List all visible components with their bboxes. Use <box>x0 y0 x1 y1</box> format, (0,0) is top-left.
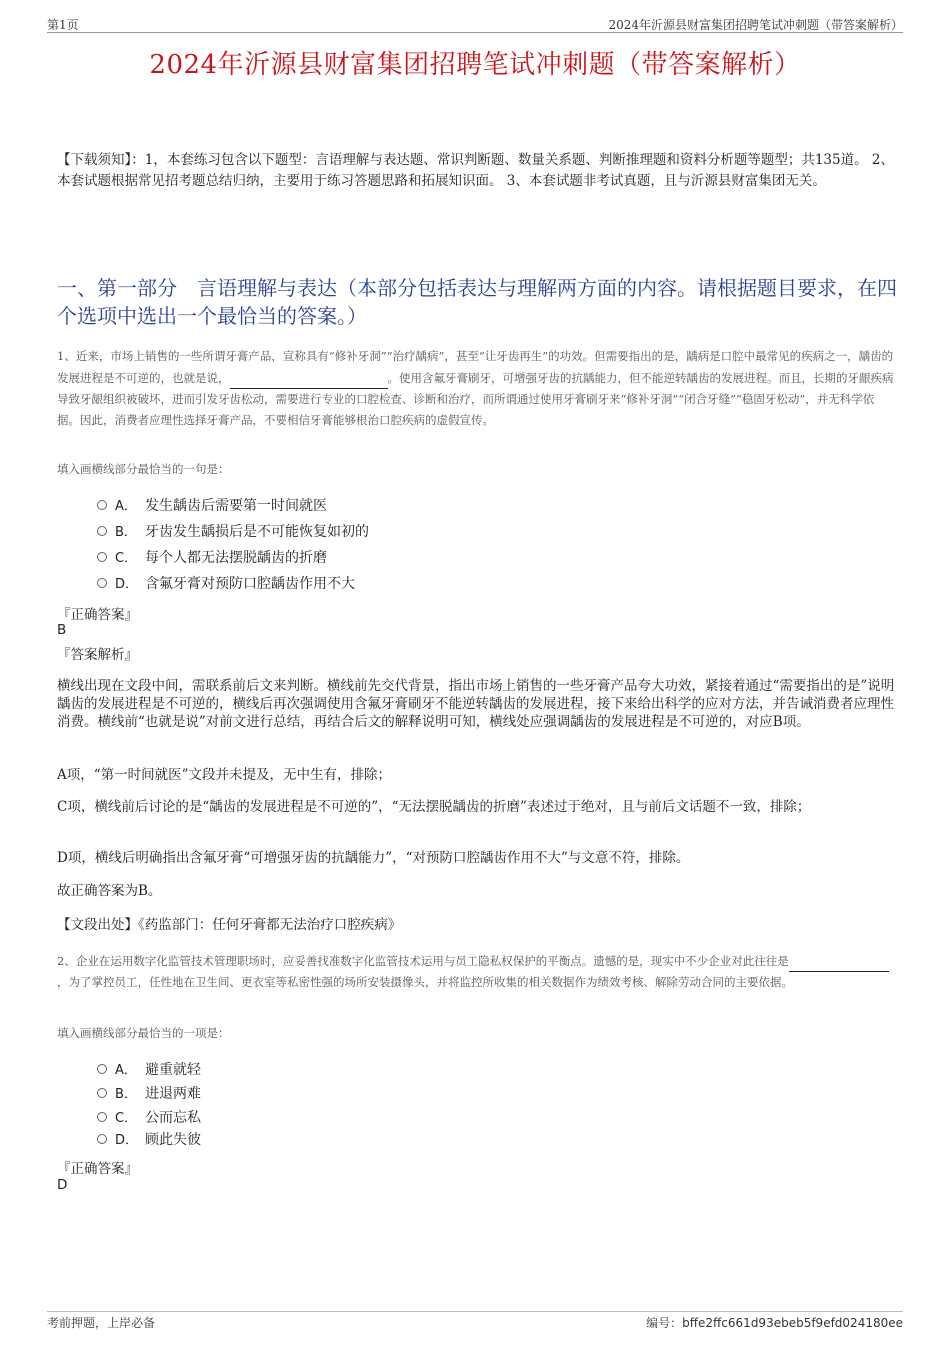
radio-icon[interactable] <box>97 1064 107 1074</box>
source-citation: 【文段出处】《药监部门：任何牙膏都无法治疗口腔疾病》 <box>57 917 402 933</box>
option-c[interactable]: C． 公而忘私 <box>97 1108 201 1130</box>
download-notice: 【下载须知】：1，本套练习包含以下题型：言语理解与表达题、常识判断题、数量关系题、判断推理题和资料分析题等题型；共135道。 2、本套试题根据常见招考题总结归纳，主要用于练习答题思路和拓展知识面。 3、本套试题非考试真题，且与沂源县财富集团无关。 <box>57 152 894 189</box>
correct-answer: B <box>57 622 67 638</box>
radio-icon[interactable] <box>97 500 107 510</box>
question-2-options <box>97 1060 201 1152</box>
header-doc-title: 2024年沂源县财富集团招聘笔试冲刺题（带答案解析） <box>608 18 903 32</box>
option-b[interactable]: B． 牙齿发生龋损后是不可能恢复如初的 <box>97 522 369 548</box>
radio-icon[interactable] <box>97 1112 107 1122</box>
radio-icon[interactable] <box>97 526 107 536</box>
question-1-text: 1、近来，市场上销售的一些所谓牙膏产品，宣称具有“修补牙洞”“治疗龋病”，甚至“让牙齿再生”的功效。但需要指出的是，龋病是口腔中最常见的疾病之一，龋齿的发展进程是不可逆的，也就是说， 。使用含氟牙膏刷牙，可增强牙齿的抗龋能力，但不能逆转龋齿的发展进程。而且，长期的牙龈疾病导致牙龈组织被破坏，进而引发牙齿松动，需要进行专业的口腔检查、诊断和治疗，而所谓通过使用牙膏刷牙来“修补牙洞”“闭合牙缝”“稳固牙松动”，并无科学依据。因此，消费者应理性选择牙膏产品，不要相信牙膏能够根治口腔疾病的虚假宣传。 <box>57 349 894 427</box>
analysis-paragraph: C项，横线前后讨论的是“龋齿的发展进程是不可逆的”，“无法摆脱龋齿的折磨”表述过于绝对，且与前后文话题不一致，排除； <box>57 799 811 815</box>
section-title: 一、第一部分 言语理解与表达（本部分包括表达与理解两方面的内容。请根据题目要求，在四个选项中选出一个最恰当的答案。） <box>57 276 897 328</box>
analysis-paragraph: A项，“第一时间就医”文段并未提及，无中生有，排除； <box>57 767 392 783</box>
question-1-options <box>97 496 369 600</box>
option-c[interactable]: C． 每个人都无法摆脱龋齿的折磨 <box>97 548 369 574</box>
option-b[interactable]: B． 进退两难 <box>97 1084 201 1108</box>
footer-slogan: 考前押题，上岸必备 <box>47 1316 156 1330</box>
option-d[interactable]: D． 含氟牙膏对预防口腔龋齿作用不大 <box>97 574 369 600</box>
option-a[interactable]: A． 发生龋齿后需要第一时间就医 <box>97 496 369 522</box>
page-footer <box>47 1311 903 1330</box>
page-header <box>47 14 903 33</box>
document-code: 编号：bffe2ffc661d93ebeb5f9efd024180ee <box>646 1316 903 1330</box>
radio-icon[interactable] <box>97 1134 107 1144</box>
option-d[interactable]: D． 顾此失彼 <box>97 1130 201 1152</box>
radio-icon[interactable] <box>97 578 107 588</box>
analysis-label: 『答案解析』 <box>57 647 138 663</box>
analysis-paragraph: 故正确答案为B。 <box>57 883 162 899</box>
question-1-prompt: 填入画横线部分最恰当的一句是： <box>57 462 230 476</box>
answer-label: 『正确答案』 <box>57 1161 138 1177</box>
question-2-text: 2、企业在运用数字化监管技术管理职场时，应妥善找准数字化监管技术运用与员工隐私权保护的平衡点。遗憾的是，现实中不少企业对此往往是 ，为了掌控员工，任性地在卫生间、更衣室等私密性强的场所安装摄像头，并将监控所收集的相关数据作为绩效考核、解除劳动合同的主要依据。 <box>57 950 897 993</box>
analysis-paragraph: D项，横线后明确指出含氟牙膏“可增强牙齿的抗龋能力”，“对预防口腔龋齿作用不大”与文意不符，排除。 <box>57 850 690 866</box>
radio-icon[interactable] <box>97 1088 107 1098</box>
option-a[interactable]: A． 避重就轻 <box>97 1060 201 1084</box>
correct-answer: D <box>57 1177 68 1193</box>
analysis-paragraph: 横线出现在文段中间，需联系前后文来判断。横线前先交代背景，指出市场上销售的一些牙膏产品夸大功效，紧接着通过“需要指出的是”说明龋齿的发展进程是不可逆的，横线后再次强调使用含氟牙膏刷牙不能逆转龋齿的发展进程，接下来给出科学的应对方法，并告诫消费者应理性消费。横线前“也就是说”对前文进行总结，再结合后文的解释说明可知，横线处应强调龋齿的发展进程是不可逆的，对应B项。 <box>57 678 895 730</box>
answer-blank <box>789 950 889 972</box>
radio-icon[interactable] <box>97 552 107 562</box>
page-title: 2024年沂源县财富集团招聘笔试冲刺题（带答案解析） <box>149 50 801 80</box>
question-2-prompt: 填入画横线部分最恰当的一项是： <box>57 1026 230 1040</box>
answer-label: 『正确答案』 <box>57 607 138 623</box>
page-number: 第1页 <box>47 18 79 32</box>
answer-blank <box>230 367 388 389</box>
